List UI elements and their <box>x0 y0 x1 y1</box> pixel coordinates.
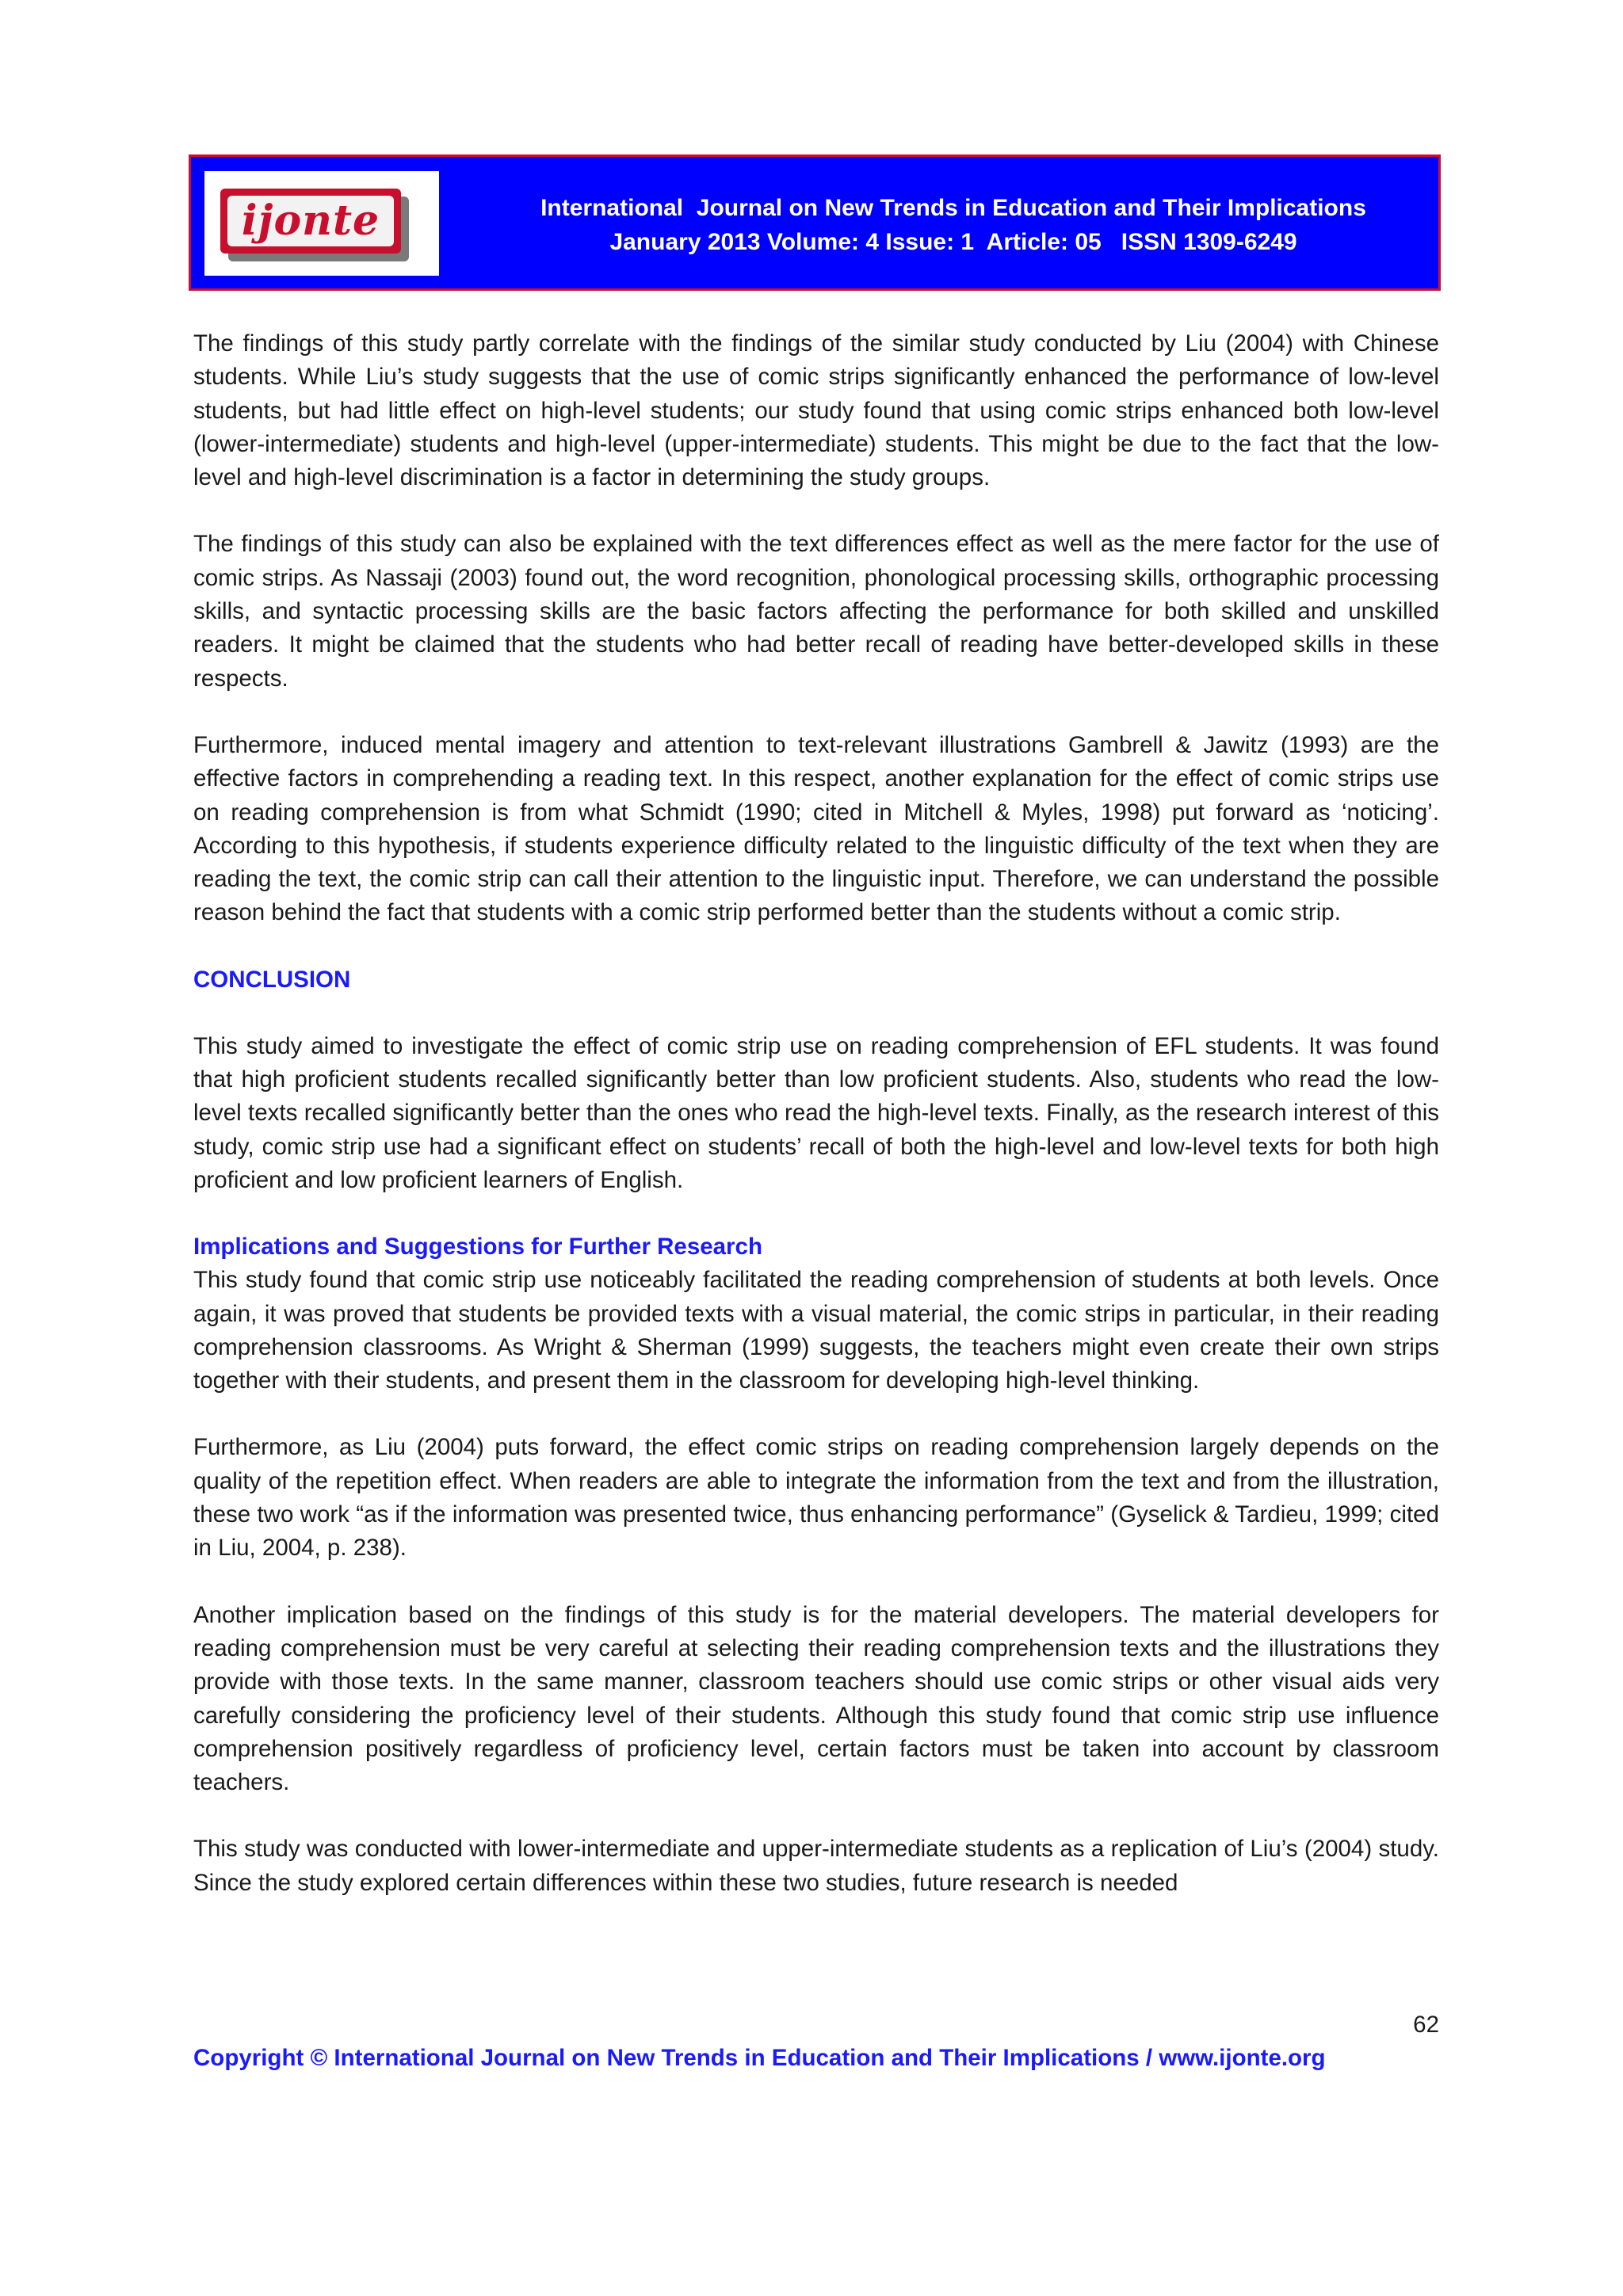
paragraph-6: Furthermore, as Liu (2004) puts forward, the effect comic strips on reading comprehension largely depends on the quality of the repetition effect. When readers are able to integrate the information from the text and from the illustration, these two work “as if the information was presented twice, thus enhancing performance” (Gyselick & Tardieu, 1999; cited in Liu, 2004, p. 238). <box>193 1434 1439 1562</box>
paragraph-2: The findings of this study can also be explained with the text differences effect as well as the mere factor for the use of comic strips. As Nassaji (2003) found out, the word recognition, phonological processing skills, orthographic processing skills, and syntactic processing skills are the basic factors affecting the performance for both skilled and unskilled readers. It might be claimed that the students who had better recall of reading have better-developed skills in these respects. <box>193 531 1439 692</box>
logo-badge <box>220 189 401 254</box>
paragraph-8: This study was conducted with lower-intermediate and upper-intermediate students as a replication of Liu’s (2004) study. Since the study explored certain differences within these two studies, future research is needed <box>193 1836 1439 1896</box>
journal-logo <box>204 171 439 276</box>
page-number: 62 <box>1413 2012 1439 2038</box>
paragraph-4: This study aimed to investigate the effect of comic strip use on reading comprehension of EFL students. It was found that high proficient students recalled significantly better than low proficient students. Also, students who read the low-level texts recalled significantly better than the ones who read the high-level texts. Finally, as the research interest of this study, comic strip use had a significant effect on students’ recall of both the high-level and low-level texts for both high proficient and low proficient learners of English. <box>193 1032 1439 1193</box>
copyright-footer: Copyright © International Journal on New Trends in Education and Their Implications / www.ijonte.org <box>193 2045 1326 2071</box>
paragraph-1: The findings of this study partly correlate with the findings of the similar study conducted by Liu (2004) with Chinese students. While Liu’s study suggests that the use of comic strips significantly enhanced the performance of low-level students, but had little effect on high-level students; our study found that using comic strips enhanced both low-level (lower-intermediate) students and high-level (upper-intermediate) students. This might be due to the fact that the low-level and high-level discrimination is a factor in determining the study groups. <box>193 330 1439 491</box>
journal-title: International Journal on New Trends in Education and Their Implications <box>540 195 1366 221</box>
article-body <box>193 327 1439 1900</box>
logo-text: ijonte <box>241 196 380 245</box>
issue-line: January 2013 Volume: 4 Issue: 1 Article: 05 ISSN 1309-6249 <box>609 229 1297 255</box>
paragraph-5: This study found that comic strip use noticeably facilitated the reading comprehension of students at both levels. Once again, it was proved that students be provided texts with a visual material, the comic strips in particular, in their reading comprehension classrooms. As Wright & Sherman (1999) suggests, the teachers might even create their own strips together with their students, and present them in the classroom for developing high-level thinking. <box>193 1267 1439 1394</box>
paragraph-7: Another implication based on the findings of this study is for the material developers. The material developers for reading comprehension must be very careful at selecting their reading comprehension texts and the illustrations they provide with those texts. In the same manner, classroom teachers should use comic strips or other visual aids very carefully considering the proficiency level of their students. Although this study found that comic strip use influence comprehension positively regardless of proficiency level, certain factors must be taken into account by classroom teachers. <box>193 1601 1439 1796</box>
paragraph-3: Furthermore, induced mental imagery and attention to text-relevant illustrations Gambrell & Jawitz (1993) are the effective factors in comprehending a reading text. In this respect, another explanation for the effect of comic strips use on reading comprehension is from what Schmidt (1990; cited in Mitchell & Myles, 1998) put forward as ‘noticing’. According to this hypothesis, if students experience difficulty related to the linguistic difficulty of the text when they are reading the text, the comic strip can call their attention to the linguistic input. Therefore, we can understand the possible reason behind the fact that students with a comic strip performed better than the students without a comic strip. <box>193 731 1439 926</box>
implications-heading: Implications and Suggestions for Further Research <box>193 1234 762 1261</box>
journal-header <box>189 154 1441 291</box>
header-title <box>484 191 1423 259</box>
logo-plate <box>227 196 394 246</box>
conclusion-heading: CONCLUSION <box>193 966 351 993</box>
